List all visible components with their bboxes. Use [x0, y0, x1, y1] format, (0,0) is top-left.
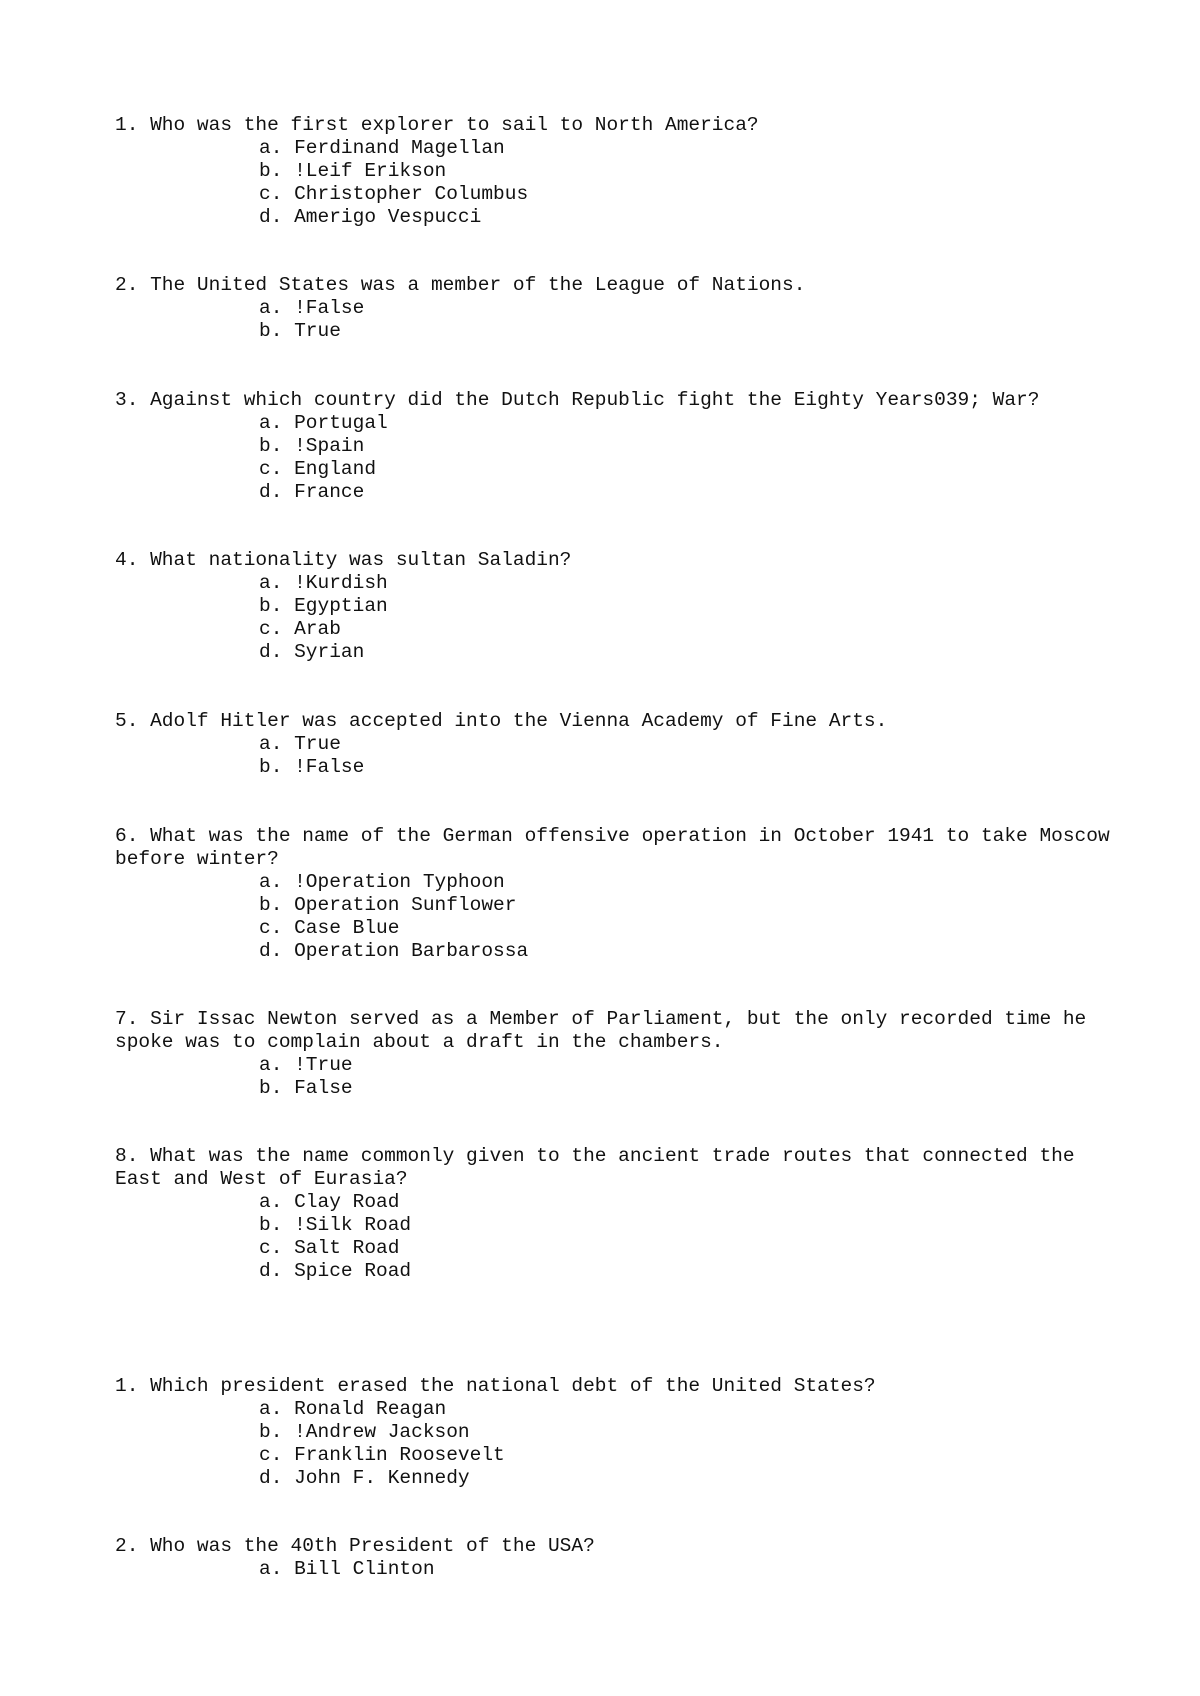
answer-option: d. Syrian — [259, 641, 365, 663]
question-block — [115, 549, 1115, 664]
answer-option: d. Spice Road — [259, 1260, 412, 1282]
answer-option: d. Amerigo Vespucci — [259, 206, 482, 228]
question-block — [115, 1008, 1115, 1100]
question-text: 1. Who was the first explorer to sail to North America? — [115, 114, 759, 136]
question-text: 7. Sir Issac Newton served as a Member of Parliament, but the only recorded time he spoke was to complain about a draft in the chambers. — [115, 1008, 1098, 1053]
question-text: 3. Against which country did the Dutch Republic fight the Eighty Years039; War? — [115, 389, 1040, 411]
question-block — [115, 1145, 1115, 1283]
answer-option: b. Egyptian — [259, 595, 388, 617]
answer-option: b. Operation Sunflower — [259, 894, 517, 916]
answer-option: b. !Andrew Jackson — [259, 1421, 470, 1443]
question-block — [115, 825, 1122, 963]
answer-option: c. Case Blue — [259, 917, 400, 939]
answer-option: b. True — [259, 320, 341, 342]
answer-option: a. Clay Road — [259, 1191, 400, 1213]
answer-option: c. Salt Road — [259, 1237, 400, 1259]
question-block — [115, 114, 1115, 229]
question-block — [115, 710, 1115, 779]
answer-option: a. Ferdinand Magellan — [259, 137, 505, 159]
question-text: 8. What was the name commonly given to the ancient trade routes that connected the East and West of Eurasia? — [115, 1145, 1087, 1190]
answer-option: c. Franklin Roosevelt — [259, 1444, 505, 1466]
answer-option: b. !Silk Road — [259, 1214, 412, 1236]
answer-option: d. John F. Kennedy — [259, 1467, 470, 1489]
answer-option: d. Operation Barbarossa — [259, 940, 529, 962]
answer-option: a. Portugal — [259, 412, 388, 434]
answer-option: a. !Operation Typhoon — [259, 871, 505, 893]
question-text: 2. Who was the 40th President of the USA? — [115, 1535, 595, 1557]
answer-option: a. True — [259, 733, 341, 755]
answer-option: b. !Spain — [259, 435, 365, 457]
question-block — [115, 1375, 1115, 1490]
question-block — [115, 1535, 1115, 1581]
answer-option: c. Christopher Columbus — [259, 183, 529, 205]
question-text: 5. Adolf Hitler was accepted into the Vienna Academy of Fine Arts. — [115, 710, 888, 732]
answer-option: a. !Kurdish — [259, 572, 388, 594]
answer-option: c. England — [259, 458, 377, 480]
question-text: 6. What was the name of the German offensive operation in October 1941 to take Moscow before winter? — [115, 825, 1122, 870]
question-block — [115, 389, 1115, 504]
answer-option: c. Arab — [259, 618, 341, 640]
answer-option: d. France — [259, 481, 365, 503]
answer-option: a. Ronald Reagan — [259, 1398, 447, 1420]
answer-option: a. !True — [259, 1054, 353, 1076]
question-block — [115, 274, 1115, 343]
question-text: 2. The United States was a member of the League of Nations. — [115, 274, 806, 296]
answer-option: b. !False — [259, 756, 365, 778]
answer-option: a. !False — [259, 297, 365, 319]
answer-option: a. Bill Clinton — [259, 1558, 435, 1580]
question-text: 4. What nationality was sultan Saladin? — [115, 549, 572, 571]
answer-option: b. !Leif Erikson — [259, 160, 447, 182]
question-text: 1. Which president erased the national debt of the United States? — [115, 1375, 876, 1397]
answer-option: b. False — [259, 1077, 353, 1099]
